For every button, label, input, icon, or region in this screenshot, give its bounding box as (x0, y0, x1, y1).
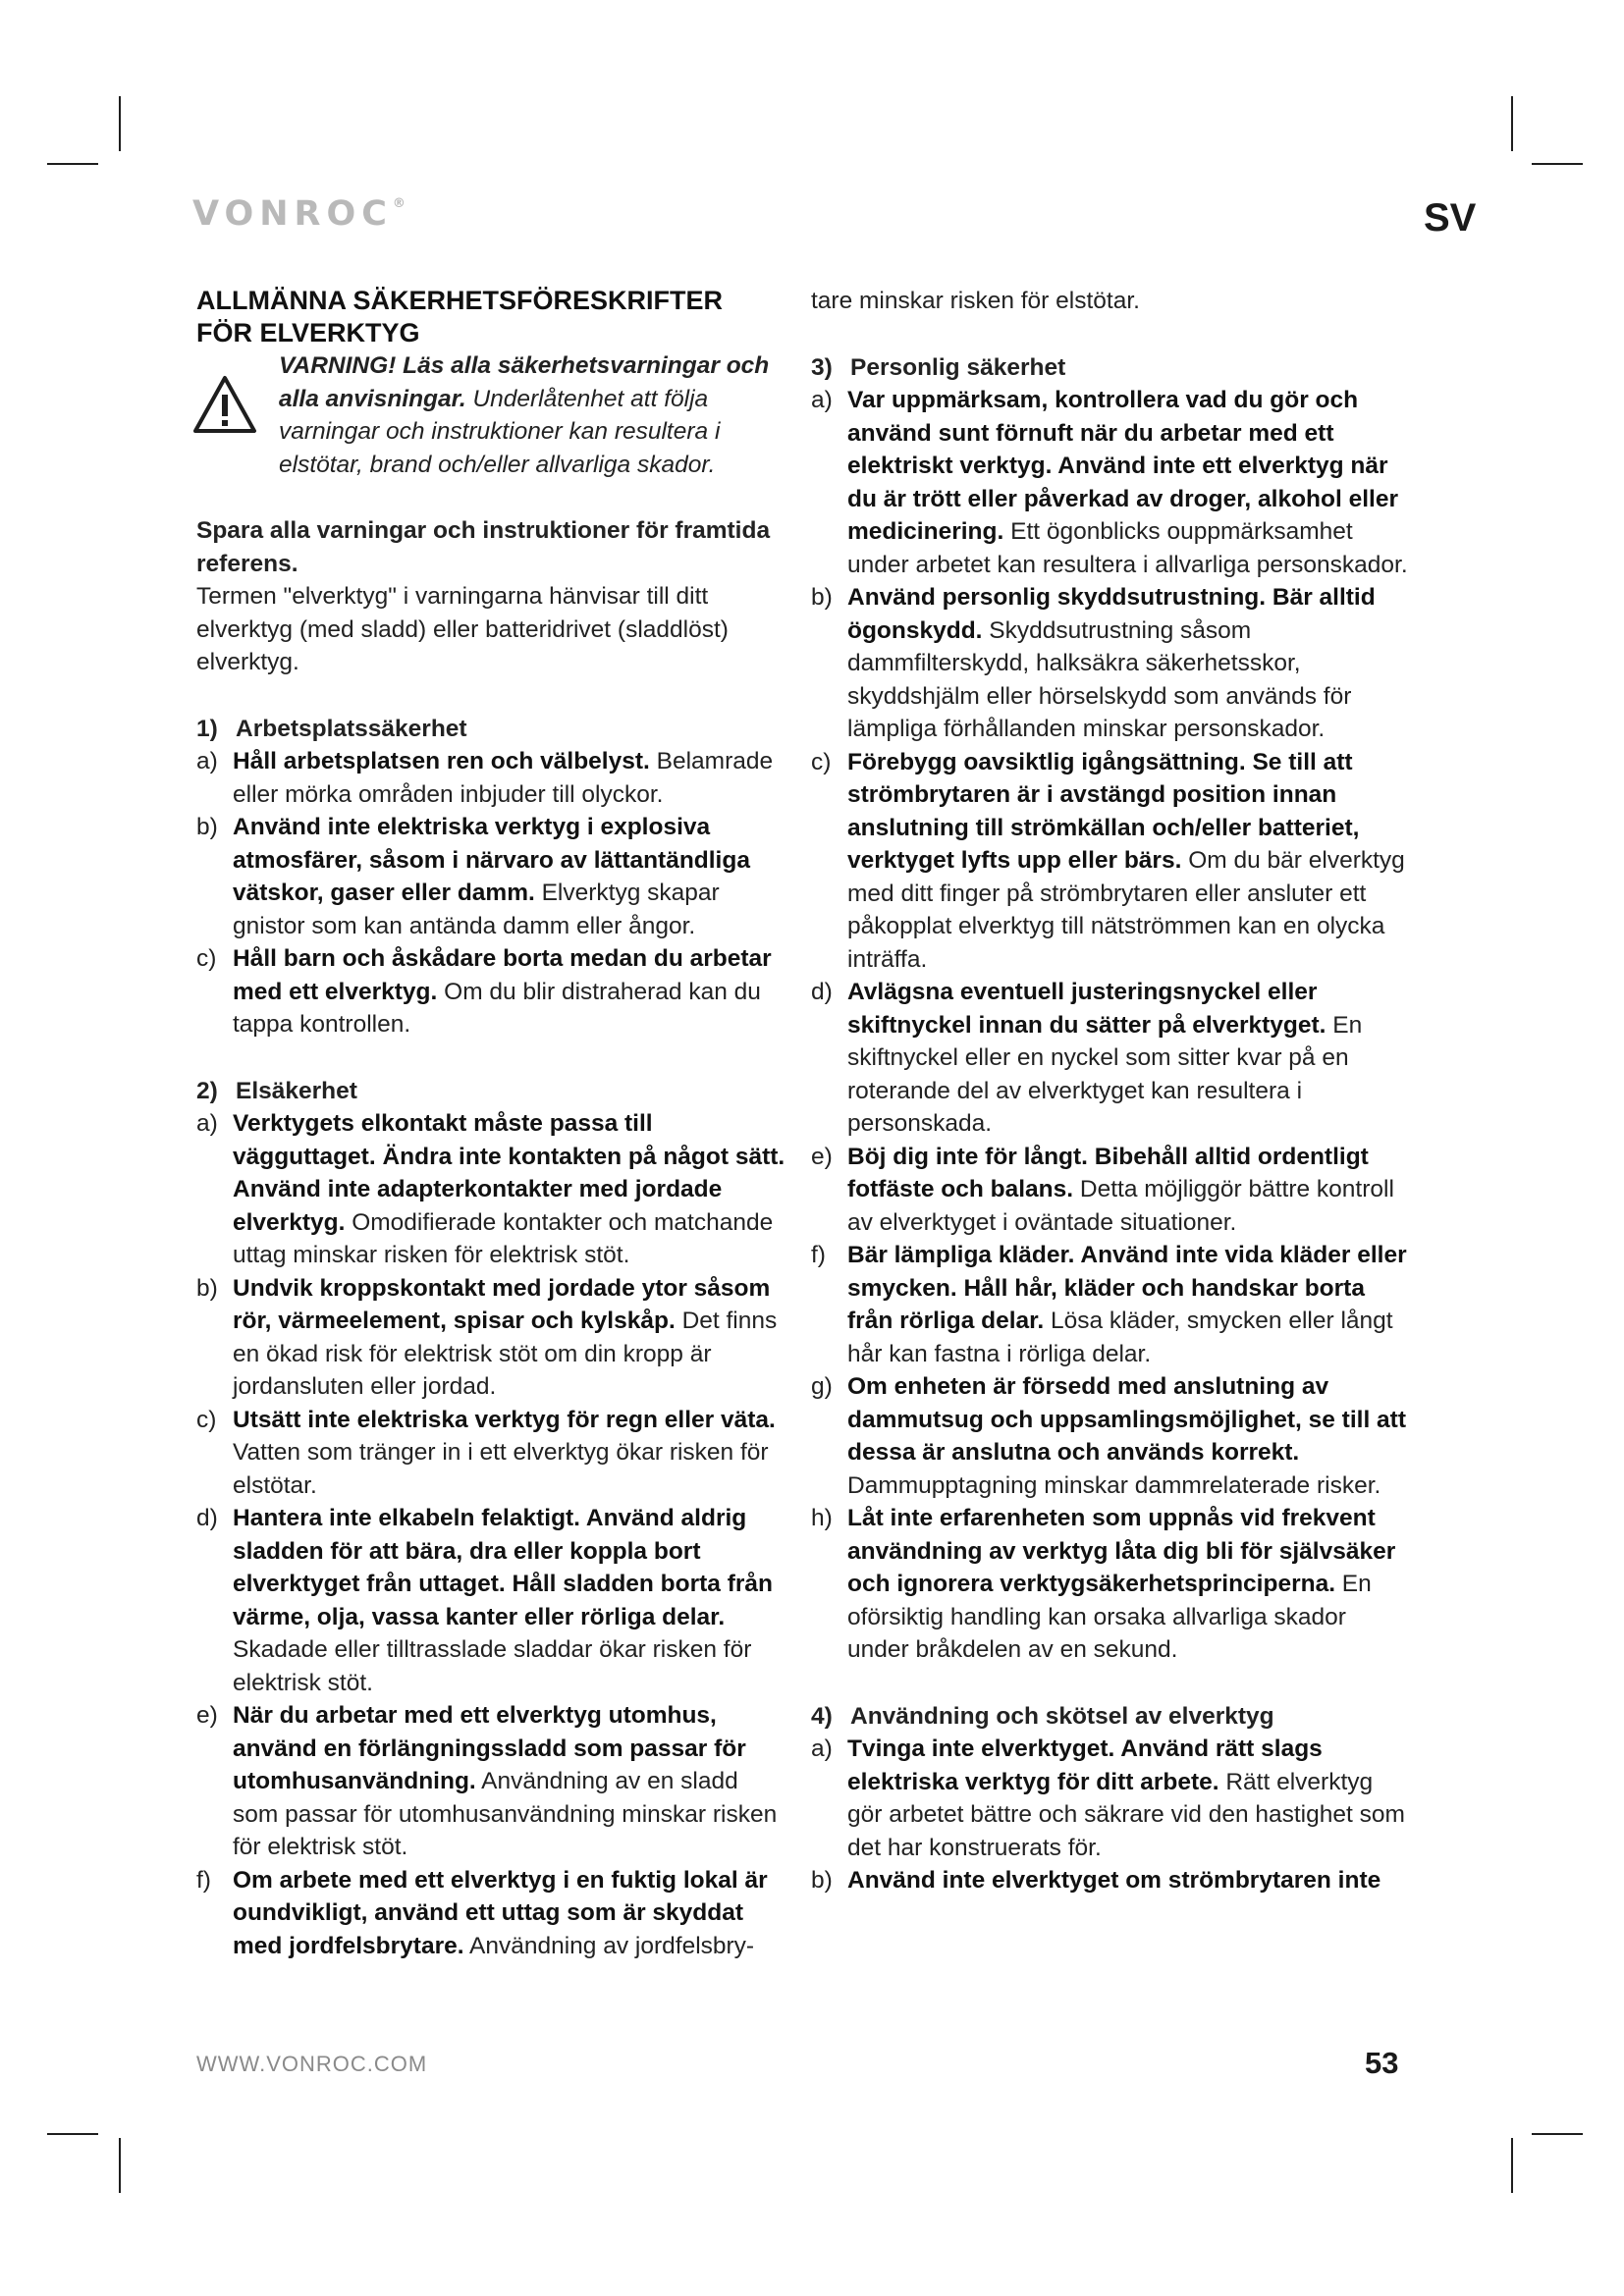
item-bold-text: Bär lämpliga kläder. Använd inte vida kläder eller smycken. Håll hår, kläder och handskar borta från rörliga delar. (847, 1242, 1407, 1334)
item-bold-text: Använd inte elektriska verktyg i explosiva atmosfärer, såsom i närvaro av lättantändliga vätskor, gaser eller damm. (233, 814, 750, 906)
left-column (196, 285, 785, 1962)
item-letter: g) (811, 1373, 833, 1400)
section-heading (196, 1075, 785, 1108)
list-item (196, 1107, 785, 1272)
item-text: Användning av en sladd som passar för utomhusanvändning minskar risken för elektrisk stöt. (233, 1768, 778, 1860)
item-text: Vatten som tränger in i ett elverktyg ökar risken för elstötar. (233, 1439, 769, 1499)
right-column (811, 285, 1412, 1897)
item-bold-text: Låt inte erfarenheten som uppnås vid frekvent användning av verktyg låta dig bli för självsäker och ignorera verktygsäkerhetsprinciperna. (847, 1505, 1396, 1597)
list-item (811, 1864, 1412, 1897)
list-item (196, 942, 785, 1041)
item-bold-text: Håll arbetsplatsen ren och välbelyst. (233, 748, 650, 774)
item-text: Ett ögonblicks ouppmärksamhet under arbetet kan resultera i allvarliga personskador. (847, 518, 1408, 578)
crop-mark (1511, 2138, 1513, 2193)
section-number: 2) (196, 1077, 218, 1104)
crop-mark (1532, 2133, 1583, 2135)
item-letter: a) (196, 748, 218, 774)
item-bold-text: Förebygg oavsiktlig igångsättning. Se till att strömbrytaren är i avstängd position innan anslutning till strömkällan och/eller batteriet, verktyget lyfts upp eller bärs. (847, 748, 1360, 874)
warning-triangle-icon (192, 375, 257, 434)
list-item (196, 1272, 785, 1404)
item-letter: a) (196, 1110, 218, 1137)
item-letter: d) (196, 1505, 218, 1531)
item-letter: e) (196, 1702, 218, 1729)
item-letter: f) (811, 1242, 826, 1268)
left-sections (196, 713, 785, 1963)
list-item (811, 1502, 1412, 1667)
section-heading (196, 713, 785, 746)
item-bold-text: Var uppmärksam, kontrollera vad du gör och använd sunt förnuft när du arbetar med ett elektriskt verktyg. Använd inte ett elverktyg när du är trött eller påverkad av droger, alkohol eller medicinering. (847, 387, 1398, 545)
item-letter: c) (196, 945, 217, 972)
section-title: Personlig säkerhet (850, 353, 1066, 381)
item-bold-text: Utsätt inte elektriska verktyg för regn eller väta. (233, 1406, 776, 1433)
item-letter: c) (196, 1406, 217, 1433)
item-letter: a) (811, 387, 833, 413)
list-item (811, 1141, 1412, 1240)
list-item (811, 1239, 1412, 1370)
list-item (811, 746, 1412, 977)
list-item (811, 581, 1412, 746)
list-item (196, 1404, 785, 1503)
item-bold-text: Om arbete med ett elverktyg i en fuktig lokal är oundvikligt, använd ett uttag som är skyddat med jordfelsbrytare. (233, 1866, 768, 1959)
list-item (196, 1699, 785, 1864)
save-note: Spara alla varningar och instruktioner för framtida referens. (196, 517, 771, 577)
crop-mark (119, 96, 121, 151)
section-title: Arbetsplatssäkerhet (236, 715, 467, 742)
item-text: Belamrade eller mörka områden inbjuder till olyckor. (233, 748, 774, 808)
list-item (196, 1864, 785, 1963)
crop-mark (119, 2138, 121, 2193)
item-letter: b) (196, 814, 218, 840)
crop-mark (47, 2133, 98, 2135)
list-item (196, 1502, 785, 1699)
section-heading (811, 351, 1412, 385)
page-number: 53 (1365, 2046, 1399, 2080)
crop-mark (1511, 96, 1513, 151)
list-item (811, 976, 1412, 1141)
item-text: Om du bär elverktyg med ditt finger på strömbrytaren eller ansluter ett påkopplat elverktyg till nätströmmen kan en olycka inträffa. (847, 847, 1405, 973)
language-code: SV (1424, 196, 1477, 240)
item-letter: d) (811, 979, 833, 1005)
item-bold-text: Om enheten är försedd med anslutning av dammutsug och uppsamlingsmöjlighet, se till att dessa är anslutna och används korrekt. (847, 1373, 1407, 1466)
list-item (811, 1370, 1412, 1502)
item-letter: e) (811, 1143, 833, 1170)
warning-block (196, 349, 785, 481)
item-text: Användning av jordfelsbry- (463, 1932, 755, 1959)
page-title: ALLMÄNNA SÄKERHETSFÖRESKRIFTER FÖR ELVERKTYG (196, 286, 723, 347)
item-bold-text: Håll barn och åskådare borta medan du arbetar med ett elverktyg. (233, 945, 772, 1005)
item-text: Om du blir distraherad kan du tappa kontrollen. (233, 978, 761, 1038)
item-text: Skyddsutrustning såsom dammfilterskydd, halksäkra säkerhetsskor, skyddshjälm eller hörselskydd som används för lämpliga förhållanden minskar personskador. (847, 616, 1352, 742)
warning-bold: VARNING! Läs alla säkerhetsvarningar och alla anvisningar. (279, 352, 770, 412)
section-number: 3) (811, 353, 833, 381)
item-text: Skadade eller tilltrasslade sladdar ökar risken för elektrisk stöt. (233, 1636, 752, 1696)
section-number: 4) (811, 1702, 833, 1730)
brand-logo: VONROC® (192, 194, 406, 234)
item-bold-text: Undvik kroppskontakt med jordade ytor såsom rör, värmeelement, spisar och kylskåp. (233, 1274, 771, 1334)
item-text: Detta möjliggör bättre kontroll av elverktyget i oväntade situationer. (847, 1176, 1394, 1236)
item-text: En oförsiktig handling kan orsaka allvarliga skador under bråkdelen av en sekund. (847, 1571, 1372, 1663)
item-letter: h) (811, 1505, 833, 1531)
crop-mark (47, 163, 98, 165)
continuation-text: tare minskar risken för elstötar. (811, 288, 1140, 314)
list-item (196, 745, 785, 811)
item-text: Lösa kläder, smycken eller långt hår kan fastna i rörliga delar. (847, 1308, 1393, 1367)
list-item (811, 1733, 1412, 1864)
item-bold-text: Hantera inte elkabeln felaktigt. Använd aldrig sladden för att bära, dra eller koppla bort elverktyget från uttaget. Håll sladden borta från värme, olja, vassa kanter eller rörliga delar. (233, 1505, 774, 1630)
item-bold-text: Använd inte elverktyget om strömbrytaren inte (847, 1867, 1381, 1894)
section-title: Elsäkerhet (236, 1077, 357, 1104)
item-text: Elverktyg skapar gnistor som kan antända damm eller ångor. (233, 880, 720, 939)
term-note: Termen "elverktyg" i varningarna hänvisar till ditt elverktyg (med sladd) eller batteridrivet (sladdlöst) elverktyg. (196, 583, 729, 675)
list-item (811, 384, 1412, 581)
section-heading (811, 1700, 1412, 1734)
footer-url: WWW.VONROC.COM (196, 2052, 428, 2076)
item-letter: b) (811, 584, 833, 611)
item-bold-text: Avlägsna eventuell justeringsnyckel eller skiftnyckel innan du sätter på elverktyget. (847, 979, 1326, 1039)
item-text: Omodifierade kontakter och matchande uttag minskar risken för elektrisk stöt. (233, 1208, 774, 1268)
item-bold-text: Verktygets elkontakt måste passa till vägguttaget. Ändra inte kontakten på något sätt. Använd inte adapterkontakter med jordade elverktyg. (233, 1110, 785, 1236)
item-letter: b) (196, 1274, 218, 1302)
item-letter: b) (811, 1867, 833, 1894)
right-sections (811, 351, 1412, 1897)
section-number: 1) (196, 715, 218, 742)
item-text: Dammupptagning minskar dammrelaterade risker. (847, 1471, 1381, 1499)
item-text: Det finns en ökad risk för elektrisk stöt om din kropp är jordansluten eller jordad. (233, 1308, 778, 1400)
item-text: En skiftnyckel eller en nyckel som sitter kvar på en roterande del av elverktyget kan resultera i personskada. (847, 1011, 1363, 1137)
item-bold-text: Använd personlig skyddsutrustning. Bär alltid ögonskydd. (847, 584, 1376, 644)
crop-mark (1532, 163, 1583, 165)
item-letter: a) (811, 1735, 833, 1762)
item-bold-text: Böj dig inte för långt. Bibehåll alltid ordentligt fotfäste och balans. (847, 1143, 1369, 1202)
section-title: Användning och skötsel av elverktyg (850, 1702, 1274, 1730)
item-letter: c) (811, 748, 832, 775)
item-bold-text: Tvinga inte elverktyget. Använd rätt slags elektriska verktyg för ditt arbete. (847, 1735, 1323, 1795)
item-letter: f) (196, 1866, 211, 1894)
item-bold-text: När du arbetar med ett elverktyg utomhus, använd en förlängningssladd som passar för utomhusanvändning. (233, 1702, 746, 1794)
list-item (196, 811, 785, 942)
item-text: Rätt elverktyg gör arbetet bättre och säkrare vid den hastighet som det har konstruerats för. (847, 1768, 1405, 1861)
warning-text: Underlåtenhet att följa varningar och instruktioner kan resultera i elstötar, brand och/eller allvarliga skador. (279, 385, 721, 478)
